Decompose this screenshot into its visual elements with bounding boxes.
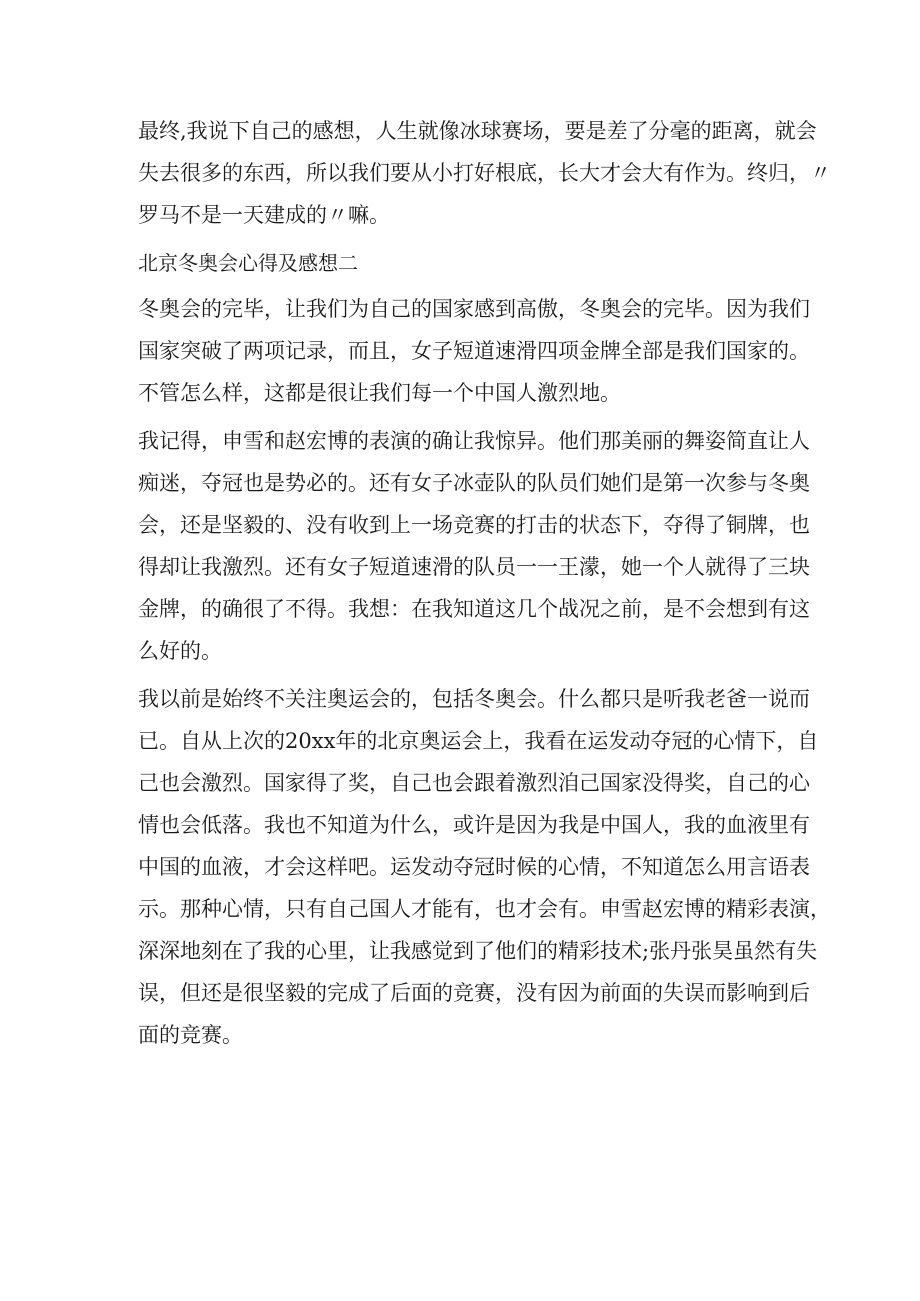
document-body [138, 110, 831, 1062]
text-line: 最终,我说下自己的感想，人生就像冰球赛场，要是差了分毫的距离，就会 [138, 119, 817, 143]
text-line: 痴迷，夺冠也是势必的。还有女子冰壶队的队员们她们是第一次参与冬奥 [138, 471, 810, 495]
section-heading [138, 242, 798, 284]
text-line: 我以前是始终不关注奥运会的，包括冬奥会。什么都只是听我老爸一说而 [138, 687, 810, 711]
text-line: 会，还是坚毅的、没有收到上一场竞赛的打击的状态下，夺得了铜牌，也 [138, 513, 810, 537]
text-line: 面的竞赛。 [138, 1023, 243, 1047]
text-line: 冬奥会的完毕，让我们为自己的国家感到高傲，冬奥会的完毕。因为我们 [138, 297, 810, 321]
text-line: 罗马不是一天建成的〃嘛。 [138, 203, 390, 227]
text-line: 金牌，的确很了不得。我想：在我知道这几个战况之前，是不会想到有这 [138, 597, 810, 621]
text-line: 深深地刻在了我的心里，让我感觉到了他们的精彩技术;张丹张昊虽然有失 [138, 939, 818, 963]
heading-text: 北京冬奥会心得及感想二 [138, 251, 358, 275]
text-line: 情也会低落。我也不知道为什么，或许是因为我是中国人，我的血液里有 [138, 813, 810, 837]
text-line: 误，但还是很坚毅的完成了后面的竞赛，没有因为前面的失误而影响到后 [138, 981, 810, 1005]
text-line: 失去很多的东西，所以我们要从小打好根底，长大才会大有作为。终归，〃 [138, 161, 831, 185]
text-line: 己也会激烈。国家得了奖，自己也会跟着激烈洎己国家没得奖，自己的心 [138, 771, 810, 795]
paragraph-conclusion [138, 110, 831, 236]
text-line: 示。那种心情，只有自己国人才能有，也才会有。申雪赵宏博的精彩表演， [138, 897, 831, 921]
text-line: 得却让我激烈。还有女子短道速滑的队员一一王濛，她一个人就得了三块 [138, 555, 810, 579]
text-line: 已。自从上次的20xx年的北京奥运会上，我看在运发动夺冠的心情下，自 [138, 729, 819, 753]
text-line: 不管怎么样，这都是很让我们每一个中国人激烈地。 [138, 381, 621, 405]
paragraph-reflection [138, 678, 831, 1056]
paragraph-pride [138, 288, 810, 414]
text-line: 么好的。 [138, 639, 222, 663]
text-line: 国家突破了两项记录，而且，女子短道速滑四项金牌全部是我们国家的。 [138, 339, 810, 363]
text-line: 我记得，申雪和赵宏博的表演的确让我惊异。他们那美丽的舞姿简直让人 [138, 429, 810, 453]
paragraph-memories [138, 420, 810, 672]
text-line: 中国的血液，才会这样吧。运发动夺冠时候的心情，不知道怎么用言语表 [138, 855, 810, 879]
